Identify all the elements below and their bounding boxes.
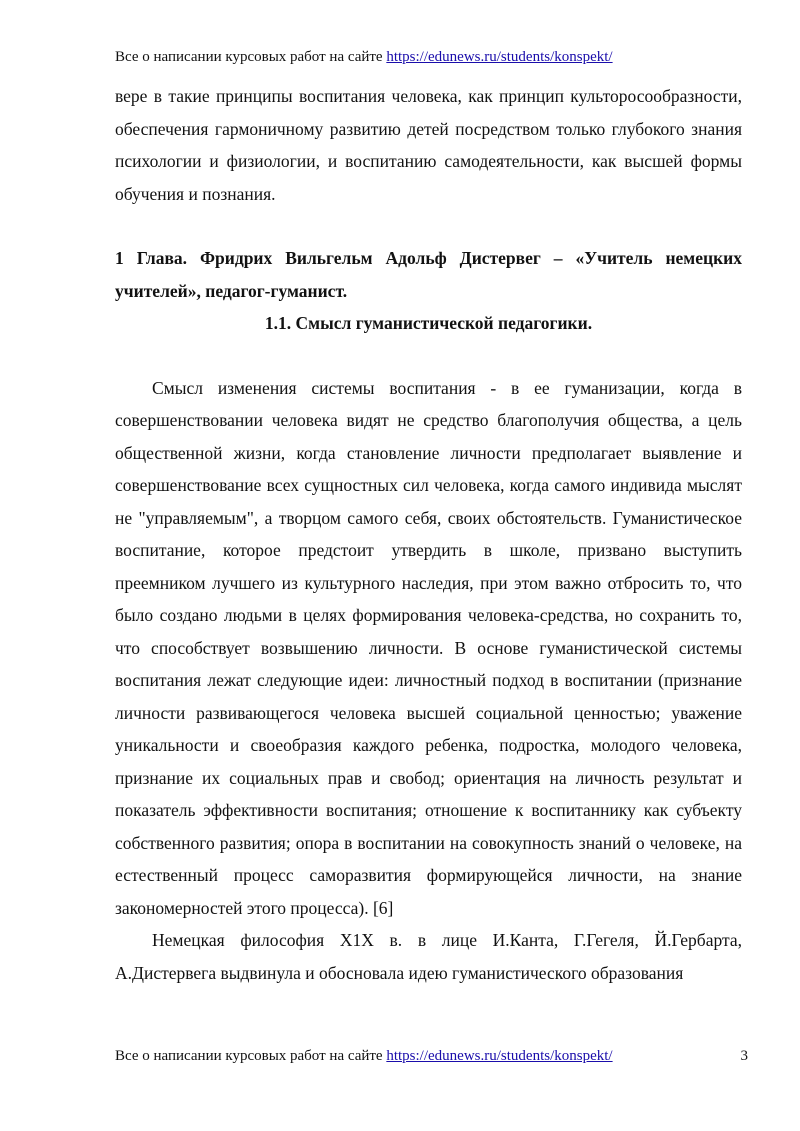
body-paragraph: Немецкая философия Х1Х в. в лице И.Канта, Г.Гегеля, Й.Гербарта, А.Дистервега выдвинула и обосновала идею гуманистического образования xyxy=(115,930,742,983)
footer-link[interactable]: https://edunews.ru/students/konspekt/ xyxy=(386,1048,613,1064)
header-link[interactable]: https://edunews.ru/students/konspekt/ xyxy=(386,49,613,65)
section-title: 1.1. Смысл гуманистической педагогики. xyxy=(264,313,593,333)
page-number: 3 xyxy=(740,1048,748,1064)
page-footer xyxy=(115,1046,748,1066)
intro-paragraph: вере в такие принципы воспитания человека, как принцип культоросообразности, обеспечения гармоничному развитию детей посредством только глубокого знания психологии и физиологии, и воспитанию самодеятельности, как высшей формы обучения и познания. xyxy=(115,86,742,204)
footer-text: Все о написании курсовых работ на сайте xyxy=(115,1048,387,1064)
document-body xyxy=(115,80,742,989)
body-paragraph: Смысл изменения системы воспитания - в ее гуманизации, когда в совершенствовании человека видят не средство благополучия общества, а цель общественной жизни, когда становление личности предполагает выявление и совершенствование всех сущностных сил человека, когда самого индивида мыслят не "управляемым", а творцом самого себя, своих обстоятельств. Гуманистическое воспитание, которое предстоит утвердить в школе, призвано выступить преемником лучшего из культурного наследия, при этом важно отбросить то, что было создано людьми в целях формирования человека-средства, но сохранить то, что способствует возвышению личности. В основе гуманистической системы воспитания лежат следующие идеи: личностный подход в воспитании (признание личности развивающегося человека высшей социальной ценностью; уважение уникальности и своеобразия каждого ребенка, подростка, молодого человека, признание их социальных прав и свобод; ориентация на личность результат и показатель эффективности воспитания; отношение к воспитаннику как субъекту собственного развития; опора в воспитании на совокупность знаний о человеке, на естественный процесс саморазвития формирующейся личности, на знание закономерностей этого процесса). [6] xyxy=(115,377,742,918)
page-header xyxy=(115,47,613,67)
chapter-title: 1 Глава. Фридрих Вильгельм Адольф Дистервег – «Учитель немецких учителей», педагог-гуманист. xyxy=(115,248,742,301)
header-text: Все о написании курсовых работ на сайте xyxy=(115,49,387,65)
